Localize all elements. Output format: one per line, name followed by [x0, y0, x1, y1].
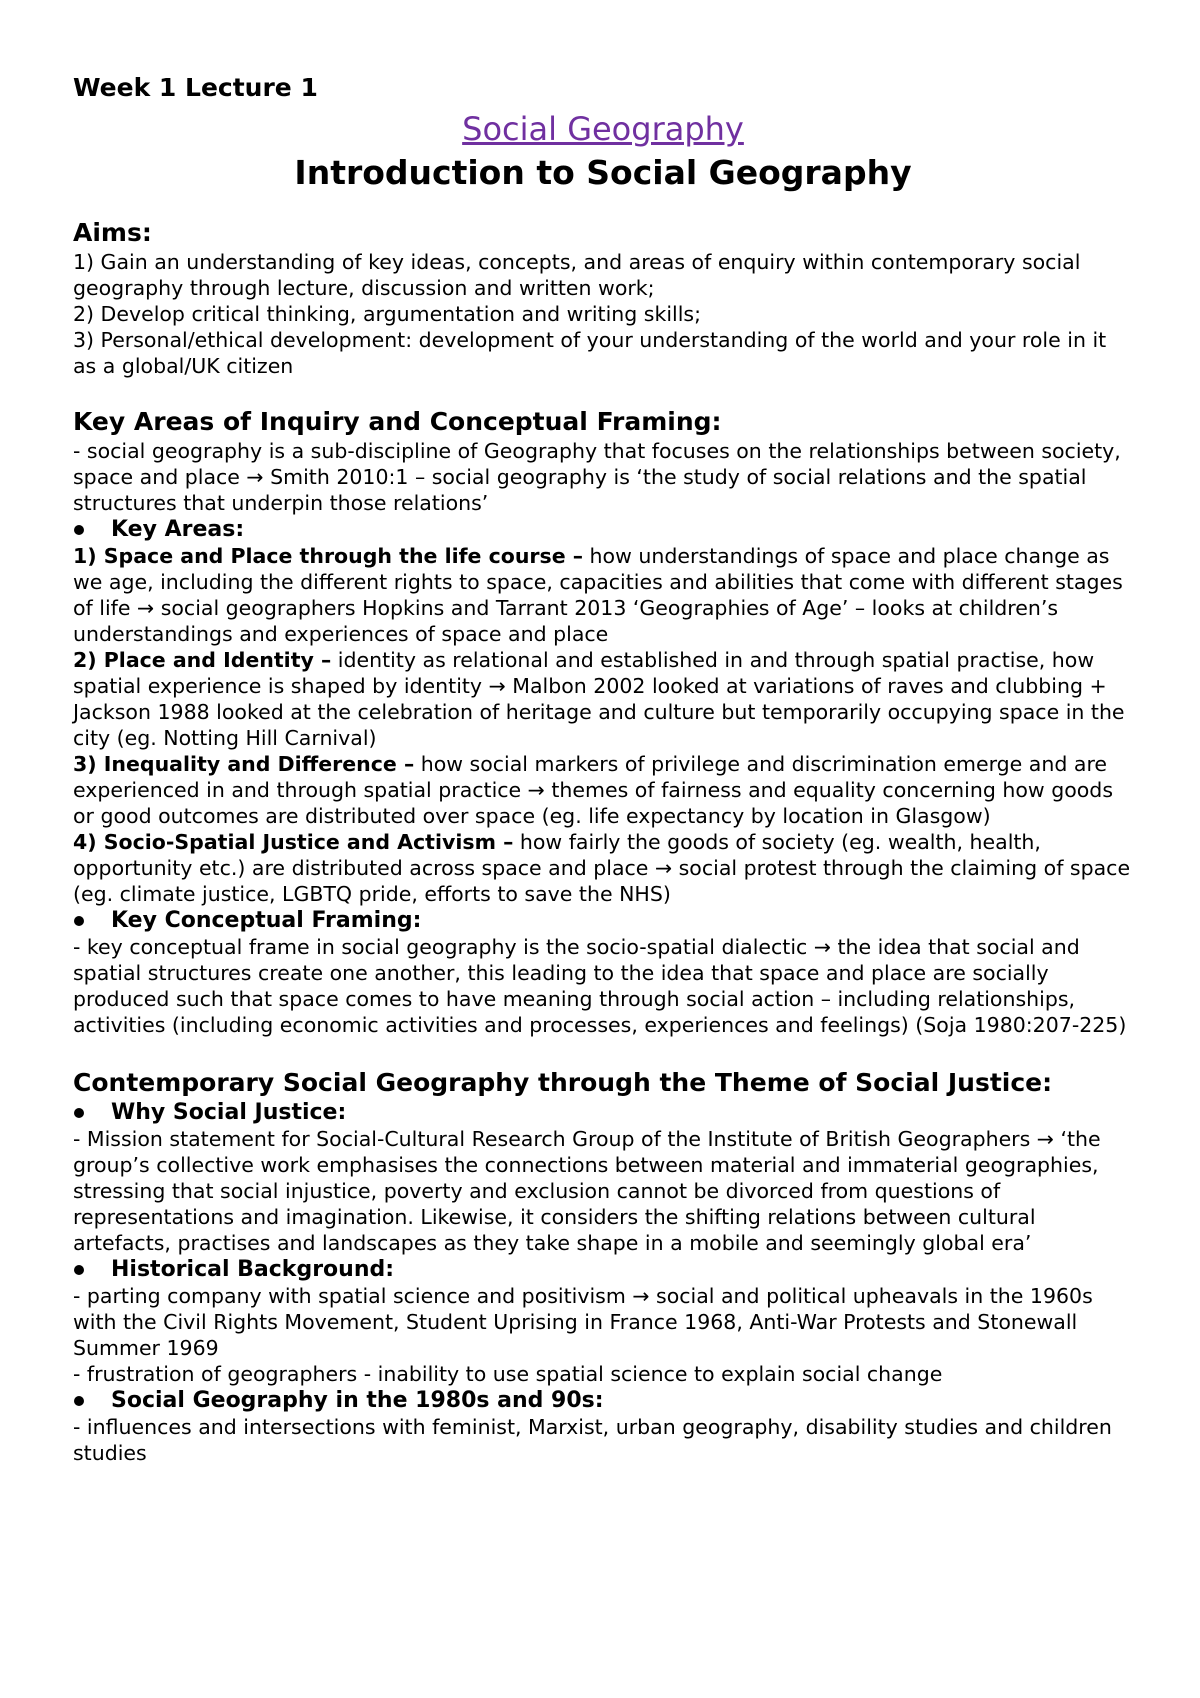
area-title: 2) Place and Identity –: [73, 648, 332, 672]
bullet-icon: [74, 1108, 84, 1118]
area-title: 4) Socio-Spatial Justice and Activism –: [73, 830, 514, 854]
framing-text: - key conceptual frame in social geography is the socio-spatial dialectic → the idea that social and spatial structures create one another, this leading to the idea that space and place are socially produced such that space comes to have meaning through social action – including relationships, activities (including economic activities and processes, experiences and feelings) (Soja 1980:207-225): [73, 935, 1127, 1037]
why-text: - Mission statement for Social-Cultural Research Group of the Institute of British Geographers → ‘the group’s collective work emphasises the connections between material and immaterial geographies, stressing that social injustice, poverty and exclusion cannot be divorced from questions of representations and imagination. Likewise, it considers the shifting relations between cultural artefacts, practises and landscapes as they take shape in a mobile and seemingly global era’: [73, 1127, 1101, 1255]
area-item-2: [73, 647, 1133, 751]
bullet-historical-background: [73, 1256, 1133, 1283]
history-item-2: - frustration of geographers - inability to use spatial science to explain social change: [73, 1362, 943, 1386]
area-title: 3) Inequality and Difference –: [73, 752, 415, 776]
bullet-icon: [74, 1396, 84, 1406]
page-title: Introduction to Social Geography: [294, 153, 912, 192]
area-item-4: [73, 829, 1133, 907]
bullet-label: Key Conceptual Framing:: [111, 908, 422, 933]
bullet-icon: [74, 525, 84, 535]
key-areas-intro: - social geography is a sub-discipline of Geography that focuses on the relationships between society, space and place → Smith 2010:1 – social geography is ‘the study of social relations and the spatial structures that underpin those relations’: [73, 439, 1121, 515]
bullet-key-areas: [73, 516, 1133, 543]
area-text: how social markers of privilege and discrimination emerge and are experienced in and through spatial practice → themes of fairness and equality concerning how goods or good outcomes are distributed over space (eg. life expectancy by location in Glasgow): [73, 752, 1114, 828]
bullet-label: Social Geography in the 1980s and 90s:: [111, 1388, 604, 1413]
area-title: 1) Space and Place through the life course –: [73, 544, 584, 568]
area-text: how understandings of space and place change as we age, including the different rights to space, capacities and abilities that come with different stages of life → social geographers Hopkins and Tarrant 2013 ‘Geographies of Age’ – looks at children’s understandings and experiences of space and place: [73, 544, 1123, 646]
bullet-why-social-justice: [73, 1099, 1133, 1126]
bullet-icon: [74, 1265, 84, 1275]
bullet-icon: [74, 916, 84, 926]
bullet-conceptual-framing: [73, 907, 1133, 934]
bullet-label: Historical Background:: [111, 1257, 395, 1282]
aim-item-2: 2) Develop critical thinking, argumentation and writing skills;: [73, 302, 702, 326]
bullet-label: Why Social Justice:: [111, 1100, 347, 1125]
subject-title: Social Geography: [462, 110, 744, 148]
history-item-1: - parting company with spatial science and positivism → social and political upheavals in the 1960s with the Civil Rights Movement, Student Uprising in France 1968, Anti-War Protests and Stonewall Summer 1969: [73, 1284, 1093, 1360]
aims-heading: Aims:: [73, 218, 152, 247]
area-item-1: [73, 543, 1133, 647]
bullet-1980s-90s: [73, 1387, 1133, 1414]
eighties-text: - influences and intersections with feminist, Marxist, urban geography, disability studies and children studies: [73, 1415, 1112, 1465]
area-text: how fairly the goods of society (eg. wealth, health, opportunity etc.) are distributed across space and place → social protest through the claiming of space (eg. climate justice, LGBTQ pride, efforts to save the NHS): [73, 830, 1131, 906]
area-text: identity as relational and established in and through spatial practise, how spatial experience is shaped by identity → Malbon 2002 looked at variations of raves and clubbing + Jackson 1988 looked at the celebration of heritage and culture but temporarily occupying space in the city (eg. Notting Hill Carnival): [73, 648, 1125, 750]
document-page: [73, 68, 1133, 1466]
week-label: Week 1 Lecture 1: [73, 73, 318, 102]
bullet-label: Key Areas:: [111, 517, 245, 542]
key-areas-heading: Key Areas of Inquiry and Conceptual Framing:: [73, 407, 722, 436]
area-item-3: [73, 751, 1133, 829]
social-justice-heading: Contemporary Social Geography through the Theme of Social Justice:: [73, 1068, 1053, 1097]
aim-item-1: 1) Gain an understanding of key ideas, concepts, and areas of enquiry within contemporary social geography through lecture, discussion and written work;: [73, 250, 1081, 300]
aim-item-3: 3) Personal/ethical development: development of your understanding of the world and your role in it as a global/UK citizen: [73, 328, 1107, 378]
